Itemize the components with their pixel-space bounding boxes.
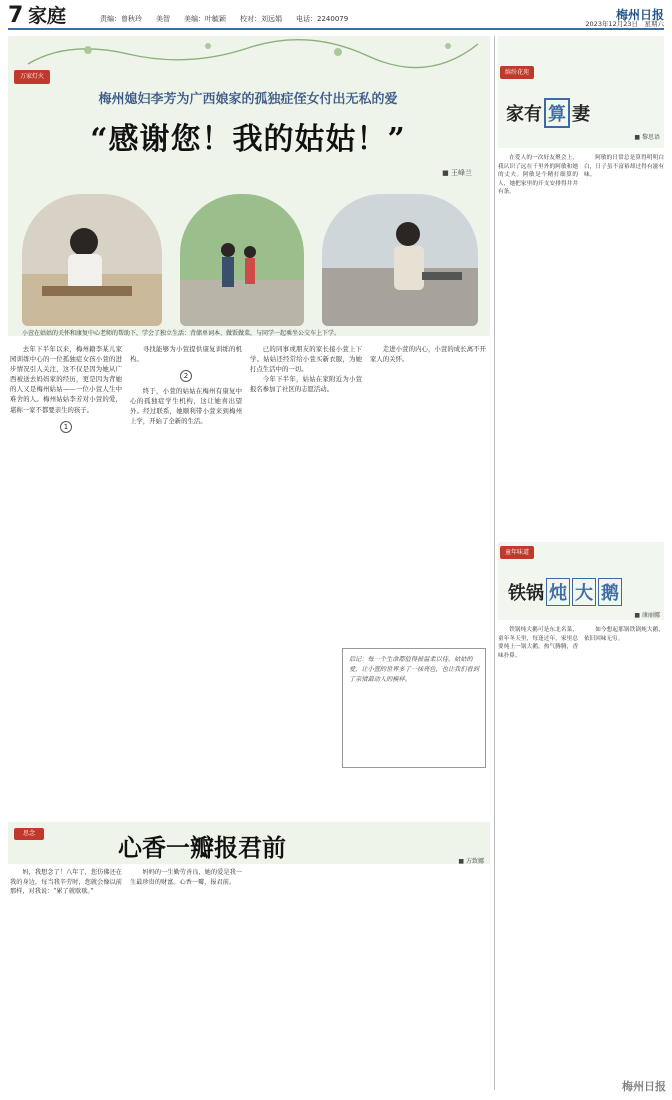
side-article-banner [498,542,664,620]
article-column-1 [10,344,122,814]
title-part: 妻 [572,104,590,125]
photo-girl-reading [22,194,162,326]
feature-headline: “感谢您！我的姑姑！” [90,122,406,157]
section-name: 家庭 [28,5,67,27]
masthead [8,4,664,30]
bottom-article-title: 心香一瓣报君前 [118,833,286,862]
issue-date: 2023年12月23日 星期六 [585,20,664,28]
bottom-article-xinxiang [8,822,490,1092]
side-article-banner [498,36,664,148]
side-article-author: ■ 康丽娜 [634,612,660,619]
postscript-box [342,648,486,768]
title-boxed-char: 鹅 [598,578,622,606]
main-feature-article [8,36,490,816]
article-paragraph: 已的同事或朋友的家长接小萱上下学。姑姑还经常给小萱买新衣服，为她打点生活中的一切。 [250,345,362,374]
photo-caption: 小萱在姑姑的关怀和康复中心老师的帮助下，学会了独立生活：背储单词本、做饭做菜，与同学一起乘坐公交车上下学。 [22,330,341,337]
article-paragraph: 妈，我想念了！八年了，您仿佛还在我的身边，每当我辛劳时，您就会像以前那样，对我说：“累了就歇歇。” [10,869,122,896]
article-column-2 [130,344,242,814]
side-article-column-2 [584,626,664,1026]
side-article-author: ■ 黎思语 [634,134,660,141]
side-column-tag: 缤纷花苑 [500,66,534,79]
bottom-column-2 [130,868,242,1090]
article-paragraph: 如今想起那锅铁锅炖大鹅，依旧回味无穷。 [584,627,664,642]
section-marker: 1 [60,421,72,433]
page-number: 7 [8,3,24,28]
title-boxed-char: 炖 [546,578,570,606]
column-divider [494,36,495,1090]
title-boxed-char: 大 [572,578,596,606]
article-paragraph: 终于，小萱的姑姑在梅州有康复中心的孤独症学生机构，这让她喜出望外。经过联系，她顺利带小萱来到梅州上学，开始了全新的生活。 [130,387,242,426]
side-article-title [508,578,622,606]
article-paragraph: 在爱人的一次好友聚会上，我认识了远在千里外的阿敏和她的丈夫。阿敏是个精打细算的人，她把家里的开支安排得井井有条。 [498,155,578,196]
leaf-decoration-icon [8,36,490,76]
bottom-column-1 [10,868,122,1090]
title-part: 铁锅 [508,583,544,604]
article-paragraph: 去年下半年以来，梅州籍李某儿家园训练中心的一位孤独症女孩小萱的进步情况引人关注，这不仅是因为她从广西被送去妈妈家的经历，更是因为背她的人又是梅州姑姑——一位小萱人生中难舍的人。梅州姑姑李芳对小萱的爱，堪称一家不都要亲生的孩子。 [10,345,122,414]
feature-banner [8,36,490,336]
bottom-column-tag: 思念 [14,828,44,840]
photo-girl-cooking [322,194,478,326]
article-paragraph: 今年下半年，姑姑在家附近为小萱报名参加了社区的志愿活动。 [250,375,362,394]
article-paragraph: 阿敏的日常总是算得明明白白，日子虽不富裕却过得有滋有味。 [584,155,664,179]
side-article-goose-stew [498,542,664,1090]
newspaper-logo: 梅州日报 [615,8,664,22]
side-article-column-1 [498,154,578,532]
article-column-4 [370,344,486,644]
bottom-article-banner [8,822,490,864]
newspaper-watermark: 梅州日报 [622,1080,666,1093]
side-article-column-2 [584,154,664,532]
article-paragraph: 妈妈的一生勤劳善良，她的爱是我一生最珍贵的财富。心香一瓣，报君前。 [130,869,242,886]
side-article-column-1 [498,626,578,1082]
side-article-title [506,98,590,128]
side-article-suan-qi [498,36,664,536]
feature-column-tag: 万家灯火 [14,70,50,84]
article-paragraph: 走进小萱的内心，小萱的成长离不开家人的关怀。 [370,345,486,364]
feature-subtitle: 梅州媳妇李芳为广西娘家的孤独症侄女付出无私的爱 [98,92,398,107]
article-paragraph: 铁锅炖大鹅可是东北名菜，童年冬天里，每逢过年，家里总要炖上一锅大鹅，热气腾腾，香味扑鼻。 [498,627,578,659]
editor-credits: 责编：曾秋玲 美智 美编：叶毓颖 校对：刘远娟 电话：2240079 [100,15,349,23]
side-column-tag: 童年味道 [500,546,534,559]
feature-author: ■ 王峰兰 [442,169,472,177]
title-part: 家有 [506,104,542,125]
postscript-text: 后记：每一个生命都值得被温柔以待。姑姑的爱，让小萱的世界多了一抹亮色，也让我们看到了亲情最动人的模样。 [349,656,479,683]
bottom-article-author: ■ 方致娜 [458,858,484,865]
section-marker: 2 [180,370,192,382]
title-boxed-char: 算 [544,98,570,128]
article-paragraph: 寻找能够为小萱提供康复训练的机构。 [130,345,242,364]
photo-walking-to-school [180,194,304,326]
